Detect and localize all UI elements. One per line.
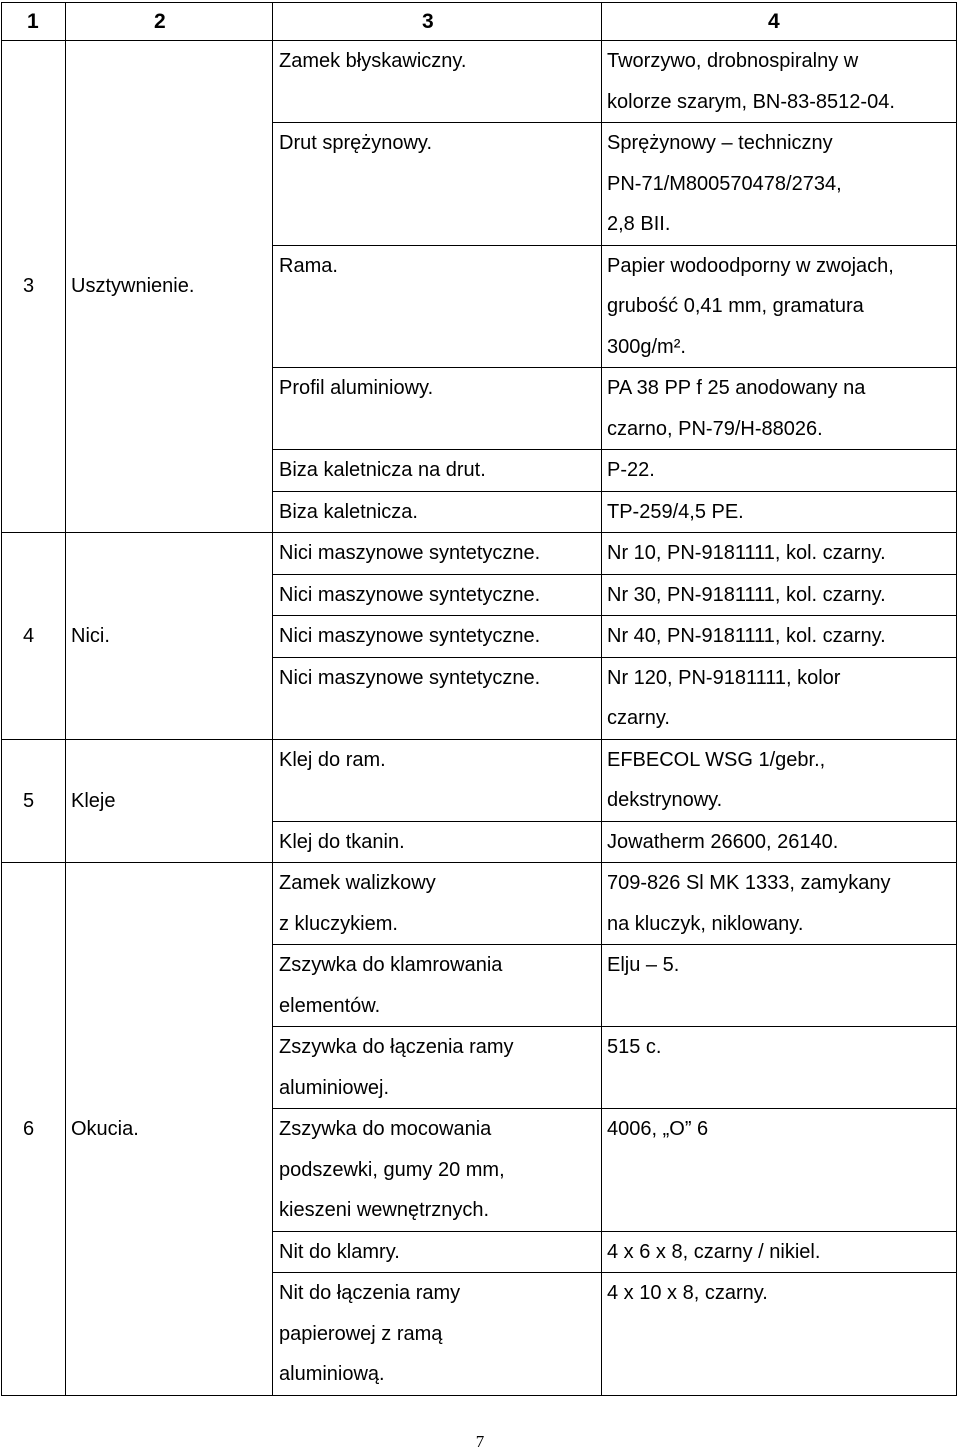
- item-name-line: Klej do tkanin.: [279, 830, 405, 853]
- table-row: [2, 863, 957, 945]
- item-spec-line: na kluczyk, niklowany.: [607, 912, 804, 935]
- item-spec-line: TP-259/4,5 PE.: [607, 500, 744, 523]
- group-name: Okucia.: [66, 863, 273, 1396]
- item-spec-cell: [602, 739, 957, 821]
- item-spec-cell: [602, 1273, 957, 1396]
- group-name: Nici.: [66, 533, 273, 740]
- group-number: 5: [2, 739, 66, 863]
- item-name-cell: [273, 1231, 602, 1273]
- item-name-line: Nit do klamry.: [279, 1240, 400, 1263]
- item-name-line: Zamek walizkowy: [279, 872, 436, 894]
- item-spec-cell: [602, 123, 957, 246]
- item-spec-line: Sprężynowy – techniczny: [607, 132, 833, 154]
- item-spec-cell: [602, 41, 957, 123]
- item-name-line: Biza kaletnicza.: [279, 500, 418, 523]
- item-spec-line: Papier wodoodporny w zwojach,: [607, 254, 894, 277]
- item-name-cell: [273, 491, 602, 533]
- item-spec-line: kolorze szarym, BN-83-8512-04.: [607, 90, 895, 113]
- table-row: [2, 533, 957, 575]
- item-spec-cell: [602, 368, 957, 450]
- item-spec-line: Nr 10, PN-9181111, kol. czarny.: [607, 542, 886, 564]
- item-spec-cell: [602, 245, 957, 368]
- item-spec-line: 709-826 Sl MK 1333, zamykany: [607, 872, 891, 894]
- item-spec-line: 515 c.: [607, 1036, 662, 1058]
- item-name-line: Zszywka do klamrowania: [279, 954, 503, 976]
- item-spec-line: 4006, „O” 6: [607, 1118, 709, 1140]
- item-name-cell: [273, 245, 602, 368]
- item-name-line: z kluczykiem.: [279, 912, 398, 935]
- item-name-line: Nici maszynowe syntetyczne.: [279, 666, 541, 689]
- item-name-cell: [273, 41, 602, 123]
- item-name-cell: [273, 368, 602, 450]
- item-name-cell: [273, 739, 602, 821]
- item-spec-cell: [602, 945, 957, 1027]
- item-spec-line: PN-71/M800570478/2734,: [607, 172, 842, 195]
- item-name-line: Nici maszynowe syntetyczne.: [279, 625, 541, 647]
- item-spec-line: 4 x 10 x 8, czarny.: [607, 1282, 768, 1304]
- group-number: 4: [2, 533, 66, 740]
- item-spec-line: EFBECOL WSG 1/gebr.,: [607, 748, 826, 771]
- item-name-line: Rama.: [279, 254, 338, 277]
- table-row: [2, 41, 957, 123]
- item-name-line: Drut sprężynowy.: [279, 132, 433, 154]
- header-col-4: 4: [602, 3, 957, 41]
- item-name-cell: [273, 863, 602, 945]
- item-name-line: Zszywka do mocowania: [279, 1118, 492, 1140]
- item-spec-line: Jowatherm 26600, 26140.: [607, 830, 839, 853]
- header-col-3: 3: [273, 3, 602, 41]
- item-name-line: papierowej z ramą: [279, 1322, 443, 1345]
- item-spec-cell: [602, 616, 957, 658]
- item-name-cell: [273, 1027, 602, 1109]
- item-name-line: Nici maszynowe syntetyczne.: [279, 542, 541, 564]
- item-spec-cell: [602, 657, 957, 739]
- item-name-cell: [273, 657, 602, 739]
- item-spec-cell: [602, 1027, 957, 1109]
- item-spec-line: P-22.: [607, 459, 655, 481]
- item-spec-cell: [602, 1109, 957, 1232]
- item-spec-line: Elju – 5.: [607, 954, 680, 976]
- group-name: Kleje: [66, 739, 273, 863]
- item-name-cell: [273, 450, 602, 492]
- item-name-cell: [273, 821, 602, 863]
- item-name-line: podszewki, gumy 20 mm,: [279, 1158, 505, 1181]
- item-name-line: Zamek błyskawiczny.: [279, 50, 467, 72]
- materials-table: [1, 2, 957, 1396]
- item-spec-cell: [602, 574, 957, 616]
- item-spec-line: 300g/m².: [607, 335, 686, 358]
- item-spec-line: 4 x 6 x 8, czarny / nikiel.: [607, 1240, 821, 1263]
- header-col-1: 1: [2, 3, 66, 41]
- item-name-line: Zszywka do łączenia ramy: [279, 1036, 514, 1058]
- item-spec-line: 2,8 BII.: [607, 213, 671, 235]
- table-row: [2, 739, 957, 821]
- item-name-cell: [273, 1109, 602, 1232]
- item-spec-line: Tworzywo, drobnospiralny w: [607, 50, 859, 72]
- item-spec-cell: [602, 450, 957, 492]
- table-body: [2, 41, 957, 1396]
- item-name-cell: [273, 574, 602, 616]
- item-spec-cell: [602, 491, 957, 533]
- item-name-cell: [273, 616, 602, 658]
- item-name-cell: [273, 533, 602, 575]
- item-spec-line: grubość 0,41 mm, gramatura: [607, 295, 864, 317]
- group-number: 3: [2, 41, 66, 533]
- item-name-line: elementów.: [279, 994, 381, 1017]
- item-name-line: aluminiową.: [279, 1363, 385, 1385]
- item-spec-line: Nr 40, PN-9181111, kol. czarny.: [607, 625, 886, 647]
- item-name-line: Biza kaletnicza na drut.: [279, 459, 486, 481]
- item-name-cell: [273, 1273, 602, 1396]
- item-name-cell: [273, 123, 602, 246]
- group-name: Usztywnienie.: [66, 41, 273, 533]
- item-spec-line: czarno, PN-79/H-88026.: [607, 417, 823, 440]
- group-number: 6: [2, 863, 66, 1396]
- item-name-line: Nici maszynowe syntetyczne.: [279, 583, 541, 606]
- item-spec-line: czarny.: [607, 707, 670, 729]
- item-spec-cell: [602, 821, 957, 863]
- item-name-cell: [273, 945, 602, 1027]
- header-col-2: 2: [66, 3, 273, 41]
- item-spec-line: PA 38 PP f 25 anodowany na: [607, 377, 866, 399]
- item-spec-line: Nr 30, PN-9181111, kol. czarny.: [607, 583, 886, 606]
- page-number: 7: [475, 1432, 485, 1451]
- item-spec-cell: [602, 533, 957, 575]
- item-name-line: aluminiowej.: [279, 1076, 390, 1099]
- item-name-line: Profil aluminiowy.: [279, 377, 434, 399]
- item-spec-line: dekstrynowy.: [607, 789, 723, 811]
- item-spec-cell: [602, 863, 957, 945]
- item-name-line: Nit do łączenia ramy: [279, 1282, 461, 1304]
- header-row: [2, 3, 957, 41]
- item-name-line: Klej do ram.: [279, 748, 386, 771]
- item-spec-line: Nr 120, PN-9181111, kolor: [607, 666, 841, 689]
- item-name-line: kieszeni wewnętrznych.: [279, 1199, 490, 1221]
- item-spec-cell: [602, 1231, 957, 1273]
